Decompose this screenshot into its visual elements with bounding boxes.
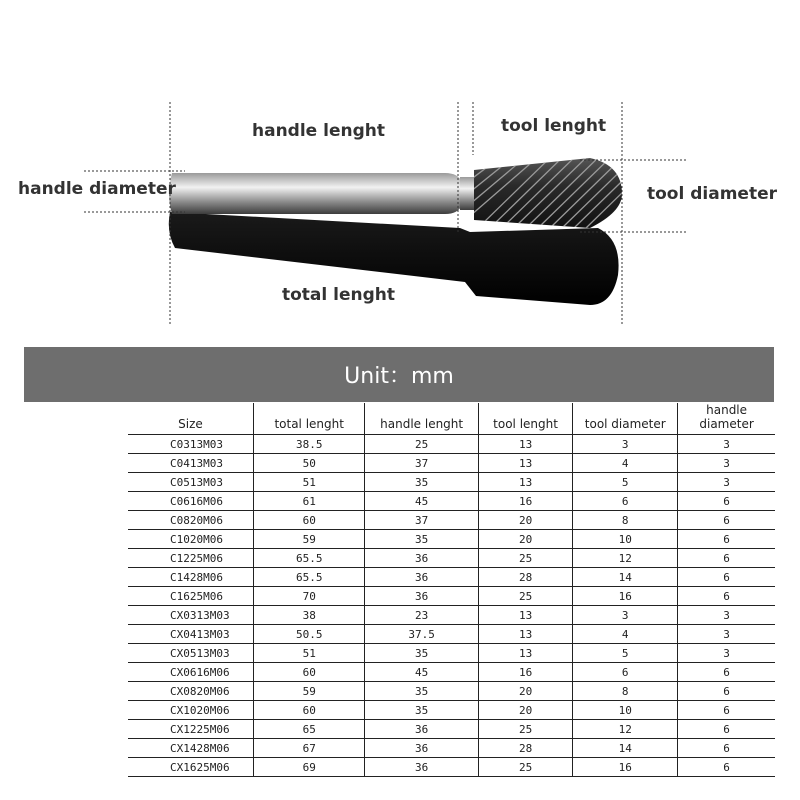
value-cell: 45 <box>365 492 478 511</box>
value-cell: 60 <box>254 663 365 682</box>
table-row <box>128 435 775 454</box>
value-cell: 45 <box>365 663 478 682</box>
table-row <box>128 625 775 644</box>
value-cell: 3 <box>678 625 775 644</box>
column-header: handle diameter <box>678 403 775 435</box>
value-cell: 12 <box>573 549 678 568</box>
value-cell: 51 <box>254 644 365 663</box>
unit-banner <box>24 347 774 402</box>
value-cell: 14 <box>573 739 678 758</box>
table-body <box>128 435 775 777</box>
column-header: Size <box>128 403 254 435</box>
value-cell: 35 <box>365 473 478 492</box>
table-row <box>128 720 775 739</box>
value-cell: 8 <box>573 511 678 530</box>
value-cell: 6 <box>678 720 775 739</box>
value-cell: 16 <box>573 758 678 777</box>
handle-diameter-label: handle diameter <box>18 179 176 199</box>
value-cell: 13 <box>478 625 572 644</box>
table-row <box>128 587 775 606</box>
value-cell: 13 <box>478 644 572 663</box>
table-row <box>128 454 775 473</box>
value-cell: 36 <box>365 568 478 587</box>
value-cell: 3 <box>678 644 775 663</box>
value-cell: 6 <box>573 492 678 511</box>
size-cell: CX0820M06 <box>128 682 254 701</box>
value-cell: 37 <box>365 511 478 530</box>
size-cell: C0413M03 <box>128 454 254 473</box>
column-header: tool lenght <box>478 403 572 435</box>
value-cell: 13 <box>478 435 572 454</box>
value-cell: 20 <box>478 530 572 549</box>
handle-length-label: handle lenght <box>252 121 385 141</box>
table-row <box>128 492 775 511</box>
value-cell: 25 <box>365 435 478 454</box>
value-cell: 13 <box>478 606 572 625</box>
value-cell: 65.5 <box>254 568 365 587</box>
shank <box>169 173 462 214</box>
value-cell: 8 <box>573 682 678 701</box>
table-row <box>128 758 775 777</box>
tool-diameter-label: tool diameter <box>647 184 777 204</box>
value-cell: 6 <box>678 701 775 720</box>
table-row <box>128 682 775 701</box>
value-cell: 3 <box>573 435 678 454</box>
value-cell: 13 <box>478 454 572 473</box>
unit-label: Unit：mm <box>344 364 454 389</box>
value-cell: 3 <box>573 606 678 625</box>
value-cell: 6 <box>678 549 775 568</box>
value-cell: 37.5 <box>365 625 478 644</box>
value-cell: 5 <box>573 473 678 492</box>
table-row <box>128 739 775 758</box>
column-header: handle lenght <box>365 403 478 435</box>
value-cell: 14 <box>573 568 678 587</box>
value-cell: 60 <box>254 701 365 720</box>
value-cell: 35 <box>365 644 478 663</box>
value-cell: 6 <box>678 663 775 682</box>
column-header: total lenght <box>254 403 365 435</box>
size-cell: CX0413M03 <box>128 625 254 644</box>
value-cell: 36 <box>365 758 478 777</box>
column-header: tool diameter <box>573 403 678 435</box>
value-cell: 6 <box>678 587 775 606</box>
value-cell: 36 <box>365 549 478 568</box>
value-cell: 16 <box>573 587 678 606</box>
product-dimension-diagram <box>0 0 800 340</box>
size-cell: CX0616M06 <box>128 663 254 682</box>
value-cell: 50.5 <box>254 625 365 644</box>
value-cell: 4 <box>573 625 678 644</box>
value-cell: 35 <box>365 530 478 549</box>
value-cell: 38 <box>254 606 365 625</box>
size-cell: CX1428M06 <box>128 739 254 758</box>
value-cell: 12 <box>573 720 678 739</box>
table-row <box>128 473 775 492</box>
value-cell: 50 <box>254 454 365 473</box>
value-cell: 10 <box>573 701 678 720</box>
size-cell: CX0513M03 <box>128 644 254 663</box>
size-cell: C1428M06 <box>128 568 254 587</box>
value-cell: 25 <box>478 587 572 606</box>
value-cell: 36 <box>365 720 478 739</box>
size-cell: CX1225M06 <box>128 720 254 739</box>
value-cell: 5 <box>573 644 678 663</box>
value-cell: 6 <box>678 492 775 511</box>
value-cell: 3 <box>678 473 775 492</box>
size-cell: C1020M06 <box>128 530 254 549</box>
size-cell: C0820M06 <box>128 511 254 530</box>
value-cell: 65.5 <box>254 549 365 568</box>
value-cell: 59 <box>254 682 365 701</box>
value-cell: 69 <box>254 758 365 777</box>
value-cell: 4 <box>573 454 678 473</box>
value-cell: 6 <box>573 663 678 682</box>
carbide-burr-illustration <box>0 0 800 340</box>
size-cell: C1225M06 <box>128 549 254 568</box>
value-cell: 23 <box>365 606 478 625</box>
value-cell: 28 <box>478 568 572 587</box>
table-row <box>128 549 775 568</box>
value-cell: 20 <box>478 511 572 530</box>
table-row <box>128 568 775 587</box>
value-cell: 36 <box>365 739 478 758</box>
table-row <box>128 701 775 720</box>
size-cell: CX1020M06 <box>128 701 254 720</box>
value-cell: 3 <box>678 606 775 625</box>
value-cell: 6 <box>678 511 775 530</box>
total-length-label: total lenght <box>282 285 396 305</box>
value-cell: 67 <box>254 739 365 758</box>
value-cell: 20 <box>478 682 572 701</box>
value-cell: 10 <box>573 530 678 549</box>
size-cell: C0313M03 <box>128 435 254 454</box>
value-cell: 6 <box>678 758 775 777</box>
value-cell: 36 <box>365 587 478 606</box>
value-cell: 16 <box>478 663 572 682</box>
value-cell: 35 <box>365 701 478 720</box>
value-cell: 20 <box>478 701 572 720</box>
value-cell: 13 <box>478 473 572 492</box>
size-cell: C0616M06 <box>128 492 254 511</box>
value-cell: 65 <box>254 720 365 739</box>
value-cell: 59 <box>254 530 365 549</box>
value-cell: 61 <box>254 492 365 511</box>
table-row <box>128 511 775 530</box>
value-cell: 37 <box>365 454 478 473</box>
value-cell: 25 <box>478 758 572 777</box>
value-cell: 60 <box>254 511 365 530</box>
shank-neck <box>460 177 476 210</box>
spec-table <box>128 403 775 777</box>
value-cell: 16 <box>478 492 572 511</box>
value-cell: 51 <box>254 473 365 492</box>
table-header-row <box>128 403 775 435</box>
value-cell: 3 <box>678 454 775 473</box>
value-cell: 6 <box>678 530 775 549</box>
table-row <box>128 606 775 625</box>
table-row <box>128 644 775 663</box>
size-cell: C0513M03 <box>128 473 254 492</box>
table-row <box>128 530 775 549</box>
value-cell: 28 <box>478 739 572 758</box>
value-cell: 25 <box>478 720 572 739</box>
size-cell: C1625M06 <box>128 587 254 606</box>
value-cell: 3 <box>678 435 775 454</box>
value-cell: 70 <box>254 587 365 606</box>
value-cell: 35 <box>365 682 478 701</box>
value-cell: 38.5 <box>254 435 365 454</box>
value-cell: 6 <box>678 682 775 701</box>
table-row <box>128 663 775 682</box>
tool-length-label: tool lenght <box>501 116 607 136</box>
size-cell: CX1625M06 <box>128 758 254 777</box>
value-cell: 6 <box>678 568 775 587</box>
size-cell: CX0313M03 <box>128 606 254 625</box>
value-cell: 6 <box>678 739 775 758</box>
value-cell: 25 <box>478 549 572 568</box>
